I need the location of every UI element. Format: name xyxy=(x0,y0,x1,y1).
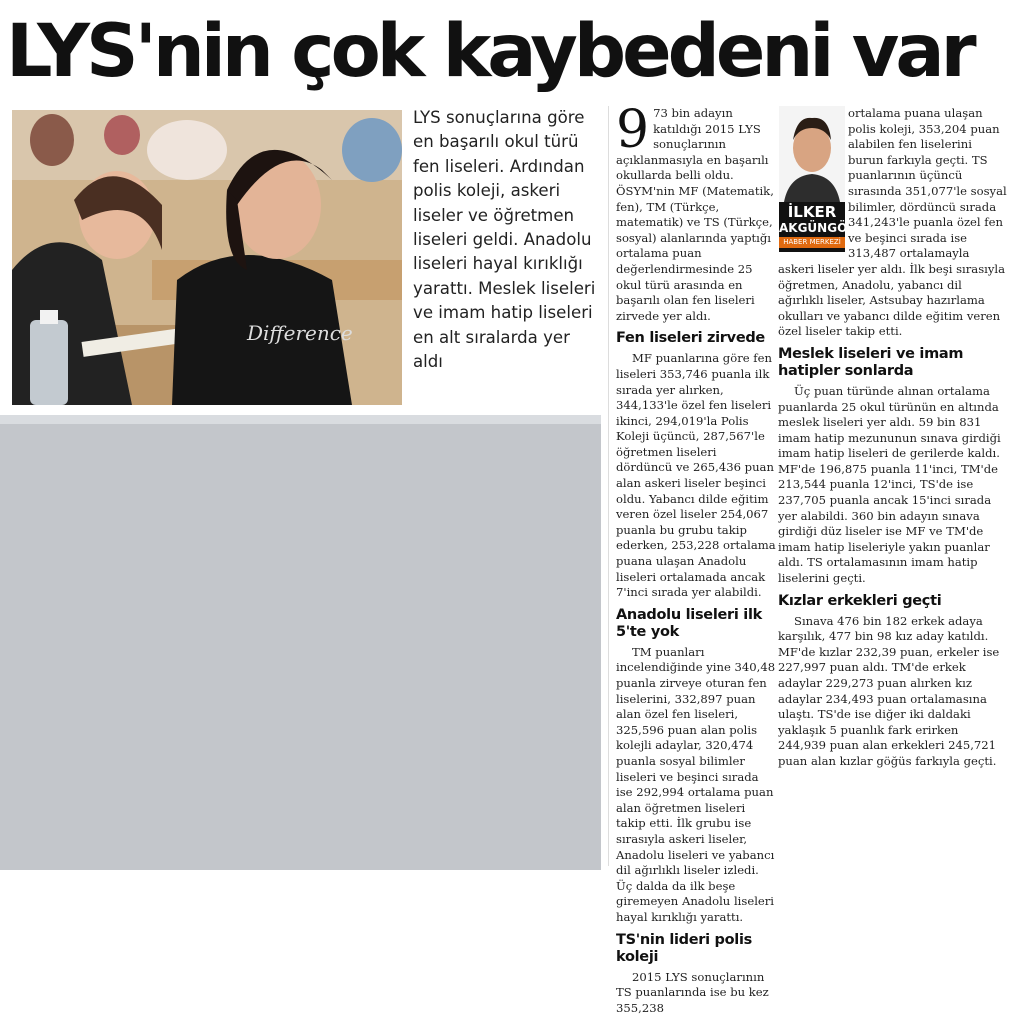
paragraph-meslek: Üç puan türünde alınan ortalama puanlarda 25 okul türünün en altında meslek liseleri yer aldı. 59 bin 831 imam hatip mezununun sınava girdiği imam hatip liseleri de gerilerde kaldı. MF'de 196,875 puanla 11'inci, TM'de 213,544 puanla 12'inci, TS'de ise 237,705 puanla ancak 15'inci sırada yer alabildi. 360 bin adayın sınava girdiği düz liseler ise MF ve TM'de imam hatip liseleriyle yakın puanlar aldı. TS ortalamasının imam hatip liselerini geçti. xyxy=(778,384,1008,587)
paragraph-ts-cont: ortalama puana ulaşan polis koleji, 353,204 puan alabilen fen liselerini burun farkıyla geçti. TS puanlarının üçüncü sırasında 351,077'le sosyal bilimler, dördüncü sırada 341,243'le puanla özel fen ve beşinci sırada ise 313,487 ortalamayla askeri liseler yer aldı. İlk beşi sırasıyla öğretmen, Anadolu, yabancı dil ağırlıklı liseler, Astsubay hazırlama okulları ve yabancı dilde eğitim veren özel liseler takip etti. xyxy=(778,106,1008,340)
dropcap: 9 xyxy=(616,108,649,152)
shirt-print: Difference xyxy=(246,321,353,345)
article-column-2 xyxy=(778,106,1008,770)
headline: LYS'nin çok kaybedeni var xyxy=(6,2,1020,102)
article-column-1 xyxy=(616,106,776,1016)
subhead-anadolu: Anadolu liseleri ilk 5'te yok xyxy=(616,607,776,641)
subhead-kizlar: Kızlar erkekleri geçti xyxy=(778,593,1008,610)
subhead-meslek: Meslek liseleri ve imam hatipler sonlarda xyxy=(778,346,1008,380)
subhead-ts: TS'nin lideri polis koleji xyxy=(616,932,776,966)
column-divider xyxy=(608,106,609,866)
author-desk: HABER MERKEZİ xyxy=(779,237,845,248)
author-first-name: İLKER xyxy=(779,204,845,221)
paragraph-ts-start: 2015 LYS sonuçlarının TS puanlarında ise bu kez 355,238 xyxy=(616,970,776,1016)
paragraph-anadolu: TM puanları incelendiğinde yine 340,48 puanla zirveye oturan fen liselerini, 332,897 puan alan özel fen liseleri, 325,596 puan alan polis kolejli adaylar, 320,474 puanla sosyal bilimler liseleri ve beşinci sırada ise 292,994 ortalama puan alan öğretmen liseleri takip etti. İlk grubu ise sırasıyla askeri liseler, Anadolu liseleri ve yabancı dil ağırlıklı liseler izledi. Üç dalda da ilk beşe giremeyen Anadolu liseleri hayal kırıklığı yarattı. xyxy=(616,645,776,926)
author-last-name: AKGÜNGÖR xyxy=(779,221,845,235)
article-deck: LYS sonuçlarına göre en başarılı okul türü fen liseleri. Ardından polis koleji, askeri liseler ve öğretmen liseleri geldi. Anadolu liseleri hayal kırıklığı yarattı. Meslek liseleri ve imam hatip liseleri en alt sıralarda yer aldı xyxy=(413,106,603,374)
paragraph-kizlar: Sınava 476 bin 182 erkek adaya karşılık, 477 bin 98 kız aday katıldı. MF'de kızlar 232,39 puan, erkeler ise 227,997 puan aldı. TM'de erkek adaylar 229,273 puan alırken kız adaylar 234,493 puan ortalamasına ulaştı. TS'de ise diğer iki daldaki yaklaşık 5 puanlık fark erirken 244,939 puan alan erkekleri 245,721 puan alan kızlar göğüs farkıyla geçti. xyxy=(778,614,1008,770)
paragraph-fen: MF puanlarına göre fen liseleri 353,746 puanla ilk sırada yer alırken, 344,133'le özel fen liseleri ikinci, 294,019'la Polis Koleji üçüncü, 287,567'le öğretmen liseleri dördüncü ve 265,436 puan alan askeri liseler beşinci oldu. Yabancı dilde eğitim veren özel liseler 254,067 puanla bu grubu takip ederken, 253,228 ortalama puana ulaşan Anadolu liseleri ortalamada ancak 7'inci sırada yer alabildi. xyxy=(616,351,776,601)
subhead-fen: Fen liseleri zirvede xyxy=(616,330,776,347)
image-placeholder xyxy=(0,424,601,870)
image-placeholder-border xyxy=(0,415,601,424)
article-intro: 9 73 bin adayın katıldığı 2015 LYS sonuçlarının açıklanmasıyla en başarılı okullarda belli oldu. ÖSYM'nin MF (Matematik, fen), TM (Türkçe, matematik) ve TS (Türkçe, sosyal) alanlarında yaptığı ortalama puan değerlendirmesinde 25 okul türü arasında en başarılı olan fen liseleri zirvede yer aldı. xyxy=(616,106,776,324)
exam-photo xyxy=(12,110,402,405)
